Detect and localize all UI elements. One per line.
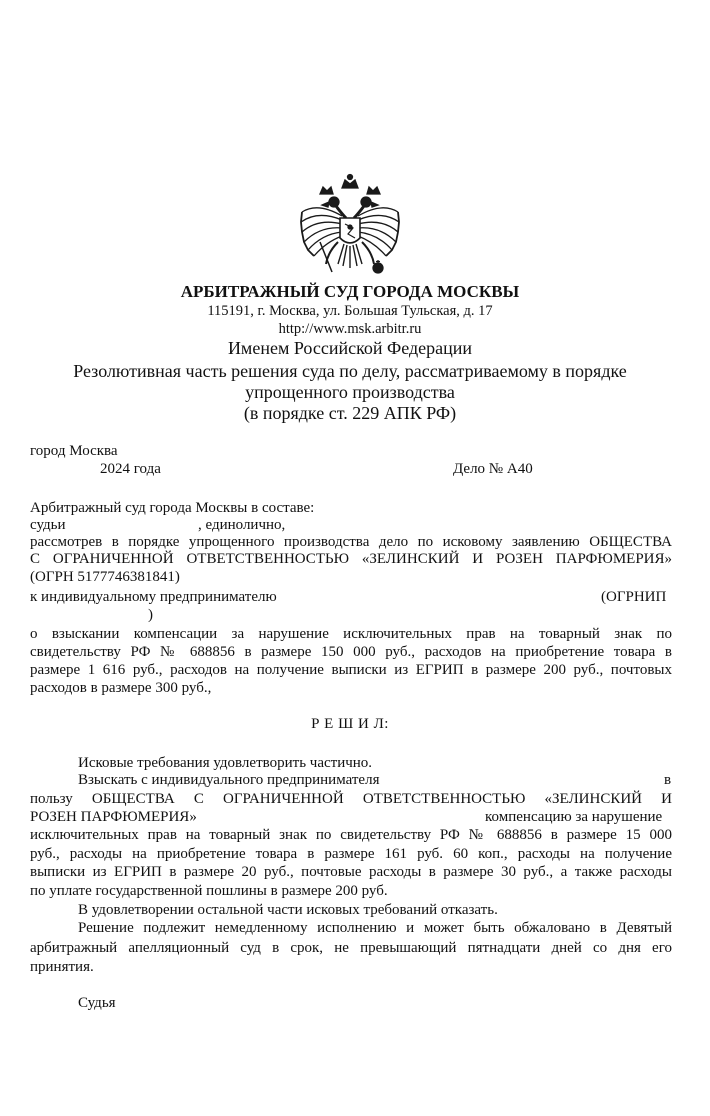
decided-heading: Р Е Ш И Л: [311, 716, 389, 732]
appeal-line-end: принятия. [30, 959, 94, 975]
closing-paren: ) [148, 607, 153, 623]
resolution-line: по уплате государственной пошлины в размере 200 руб. [30, 883, 388, 899]
resolution-paragraph-1: Исковые требования удовлетворить частично. [78, 755, 373, 771]
claim-line: размере 1 616 руб., расходов на получение выписки из ЕГРИП в размере 200 руб., почтовых [30, 662, 672, 678]
intro-line: рассмотрев в порядке упрощенного производства дело по исковому заявлению ОБЩЕСТВА [30, 534, 672, 550]
court-name: АРБИТРАЖНЫЙ СУД ГОРОДА МОСКВЫ [180, 282, 520, 301]
date-year: 2024 года [100, 461, 161, 477]
judge-label: судьи [30, 517, 66, 533]
resolution-paragraph-3: В удовлетворении остальной части исковых требований отказать. [78, 902, 498, 918]
russian-coat-of-arms-icon [298, 172, 402, 282]
in-name-of: Именем Российской Федерации [227, 338, 473, 358]
resolution-line: исключительных прав на товарный знак по свидетельству РФ № 688856 в размере 15 000 [30, 827, 672, 843]
appeal-line: Решение подлежит немедленному исполнению и может быть обжаловано в Девятый [78, 920, 672, 936]
resolution-line: выписки из ЕГРИП в размере 20 руб., почтовые расходы в размере 30 руб., а также расходы [30, 864, 672, 880]
document-title-line-1: Резолютивная часть решения суда по делу, рассматриваемому в порядке [73, 361, 627, 381]
resolution-plaintiff: РОЗЕН ПАРФЮМЕРИЯ» [30, 809, 197, 825]
court-website: http://www.msk.arbitr.ru [278, 321, 422, 337]
court-address: 115191, г. Москва, ул. Большая Тульская, д. 17 [207, 303, 493, 319]
document-title-line-3: (в порядке ст. 229 АПК РФ) [243, 403, 457, 423]
resolution-line: пользу ОБЩЕСТВА С ОГРАНИЧЕННОЙ ОТВЕТСТВЕННОСТЬЮ «ЗЕЛИНСКИЙ И [30, 791, 672, 807]
resolution-line: руб., расходы на приобретение товара в размере 161 руб. 60 коп., расходы на получение [30, 846, 672, 862]
claim-line: расходов в размере 300 руб., [30, 680, 212, 696]
case-number: Дело № А40 [453, 461, 533, 477]
document-title-line-2: упрощенного производства [245, 382, 455, 402]
defendant-label: к индивидуальному предпринимателю [30, 589, 277, 605]
resolution-compensation: компенсацию за нарушение [485, 809, 663, 825]
resolution-recover: Взыскать с индивидуального предпринимателя [78, 772, 380, 788]
court-composition: Арбитражный суд города Москвы в составе: [30, 500, 315, 516]
resolution-recover-in: в [664, 772, 672, 788]
plaintiff-ogrn: (ОГРН 5177746381841) [30, 569, 180, 585]
defendant-ogrnip: (ОГРНИП [601, 589, 667, 605]
plaintiff-name: С ОГРАНИЧЕННОЙ ОТВЕТСТВЕННОСТЬЮ «ЗЕЛИНСКИЙ И РОЗЕН ПАРФЮМЕРИЯ» [30, 551, 672, 567]
claim-line: о взыскании компенсации за нарушение исключительных прав на товарный знак по [30, 626, 672, 642]
judge-sole: , единолично, [198, 517, 286, 533]
claim-line: свидетельству РФ № 688856 в размере 150 000 руб., расходов на приобретение товара в [30, 644, 672, 660]
city: город Москва [30, 443, 118, 459]
judge-signature-label: Судья [78, 995, 116, 1011]
appeal-line: арбитражный апелляционный суд в срок, не превышающий пятнадцати дней со дня его [30, 940, 672, 956]
